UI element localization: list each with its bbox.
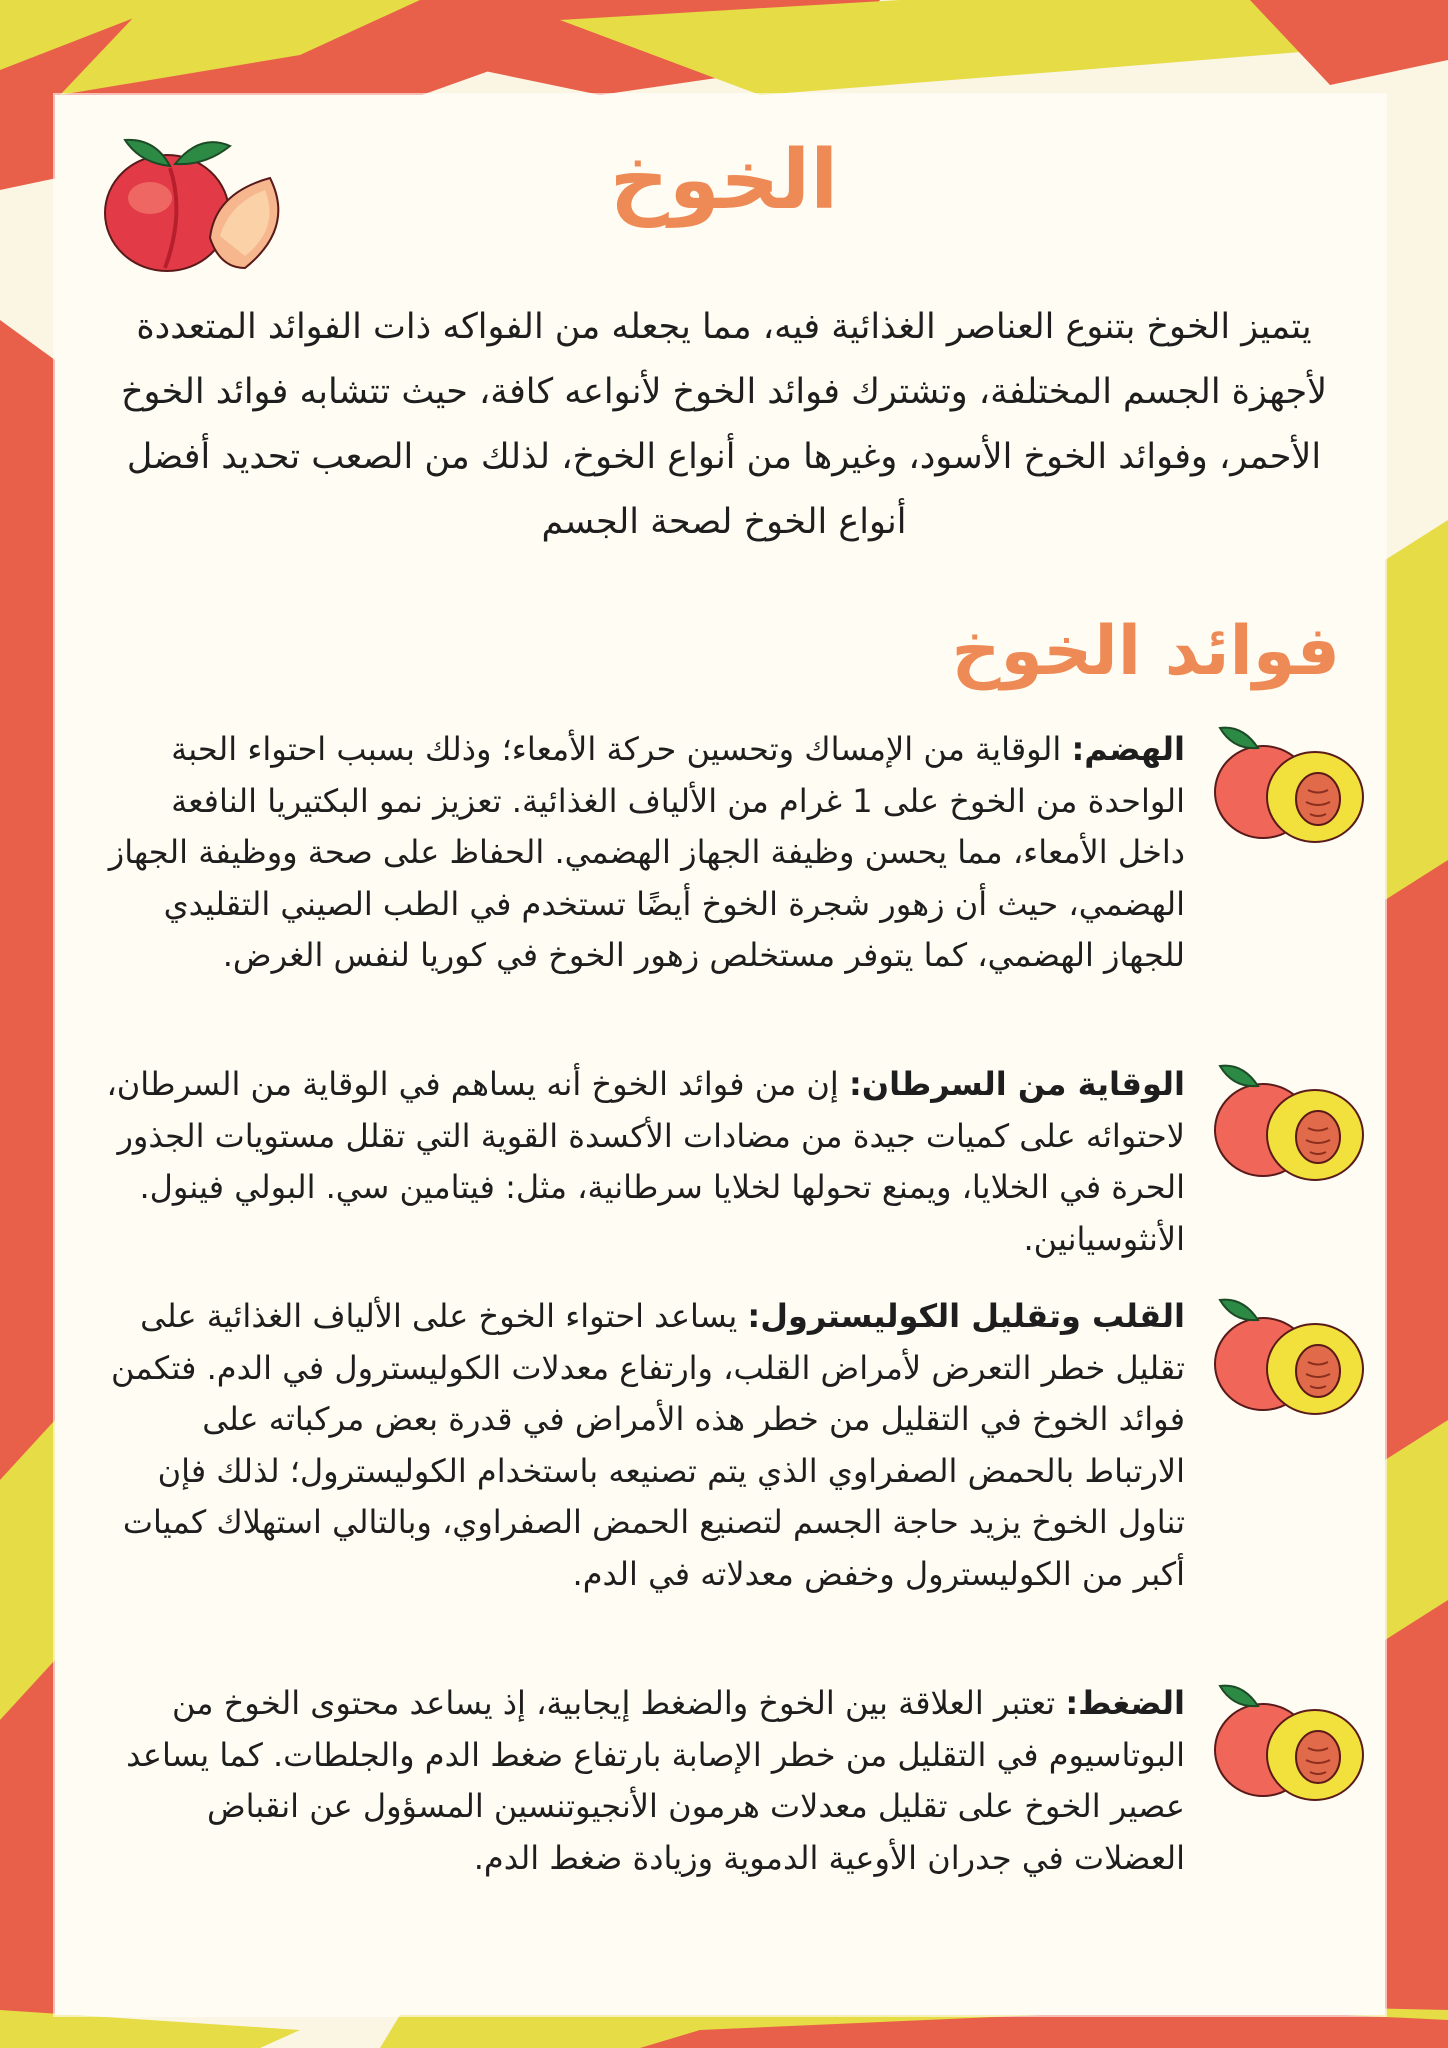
benefit-blood-pressure — [105, 1678, 1185, 1884]
brush-stroke-yellow-bottom-left — [0, 2010, 300, 2048]
peach-half-icon — [1208, 1292, 1368, 1420]
benefit-label: القلب وتقليل الكوليسترول: — [747, 1297, 1185, 1335]
benefit-label: الهضم: — [1071, 730, 1185, 768]
intro-paragraph: يتميز الخوخ بتنوع العناصر الغذائية فيه، مما يجعله من الفواكه ذات الفوائد المتعددة لأجهزة الجسم المختلفة، وتشترك فوائد الخوخ لأنواعه كافة، حيث تتشابه فوائد الخوخ الأحمر، وفوائد الخوخ الأسود، وغيرها من أنواع الخوخ، لذلك من الصعب تحديد أفضل أنواع الخوخ لصحة الجسم — [120, 307, 1328, 542]
peach-half-icon — [1208, 720, 1368, 848]
peach-half-icon — [1208, 1058, 1368, 1186]
benefit-text: الوقاية من الإمساك وتحسين حركة الأمعاء؛ وذلك بسبب احتواء الحبة الواحدة من الخوخ على 1 غرام من الألياف الغذائية. تعزيز نمو البكتيريا النافعة داخل الأمعاء، مما يحسن وظيفة الجهاز الهضمي. الحفاظ على صحة ووظيفة الجهاز الهضمي، حيث أن زهور شجرة الخوخ أيضًا تستخدم في الطب الصيني التقليدي للجهاز الهضمي، كما يتوفر مستخلص زهور الخوخ في كوريا لنفس الغرض. — [108, 730, 1185, 974]
benefit-text: إن من فوائد الخوخ أنه يساهم في الوقاية من السرطان، لاحتوائه على كميات جيدة من مضادات الأكسدة القوية التي تقلل مستويات الجذور الحرة في الخلايا، ويمنع تحولها لخلايا سرطانية، مثل: فيتامين سي. البولي فينول. الأنثوسيانين. — [106, 1065, 1185, 1258]
benefit-cancer-prevention — [105, 1059, 1185, 1265]
benefit-text: يساعد احتواء الخوخ على الألياف الغذائية على تقليل خطر التعرض لأمراض القلب، وارتفاع معدلات الكوليسترول في الدم. فتكمن فوائد الخوخ في التقليل من خطر هذه الأمراض في قدرة بعض مركباته على الارتباط بالحمض الصفراوي الذي يتم تصنيعه باستخدام الكوليسترول؛ لذلك فإن تناول الخوخ يزيد حاجة الجسم لتصنيع الحمض الصفراوي، وبالتالي استهلاك كميات أكبر من الكوليسترول وخفض معدلاته في الدم. — [110, 1297, 1185, 1593]
brush-stroke-red-left-bottom — [0, 1660, 55, 2048]
benefit-text: تعتبر العلاقة بين الخوخ والضغط إيجابية، إذ يساعد محتوى الخوخ من البوتاسيوم في التقليل من خطر الإصابة بارتفاع ضغط الدم والجلطات. كما يساعد عصير الخوخ على تقليل معدلات هرمون الأنجيوتنسين المسؤول عن انقباض العضلات في جدران الأوعية الدموية وزيادة ضغط الدم. — [126, 1684, 1185, 1877]
page-title: الخوخ — [609, 133, 839, 228]
benefit-label: الضغط: — [1065, 1684, 1185, 1722]
benefit-digestion — [105, 724, 1185, 982]
benefit-heart-cholesterol — [105, 1291, 1185, 1600]
peach-half-icon — [1208, 1678, 1368, 1806]
section-title: فوائد الخوخ — [951, 612, 1340, 691]
brush-stroke-red-right-bottom — [1385, 1600, 1448, 2048]
benefit-label: الوقاية من السرطان: — [848, 1065, 1185, 1103]
